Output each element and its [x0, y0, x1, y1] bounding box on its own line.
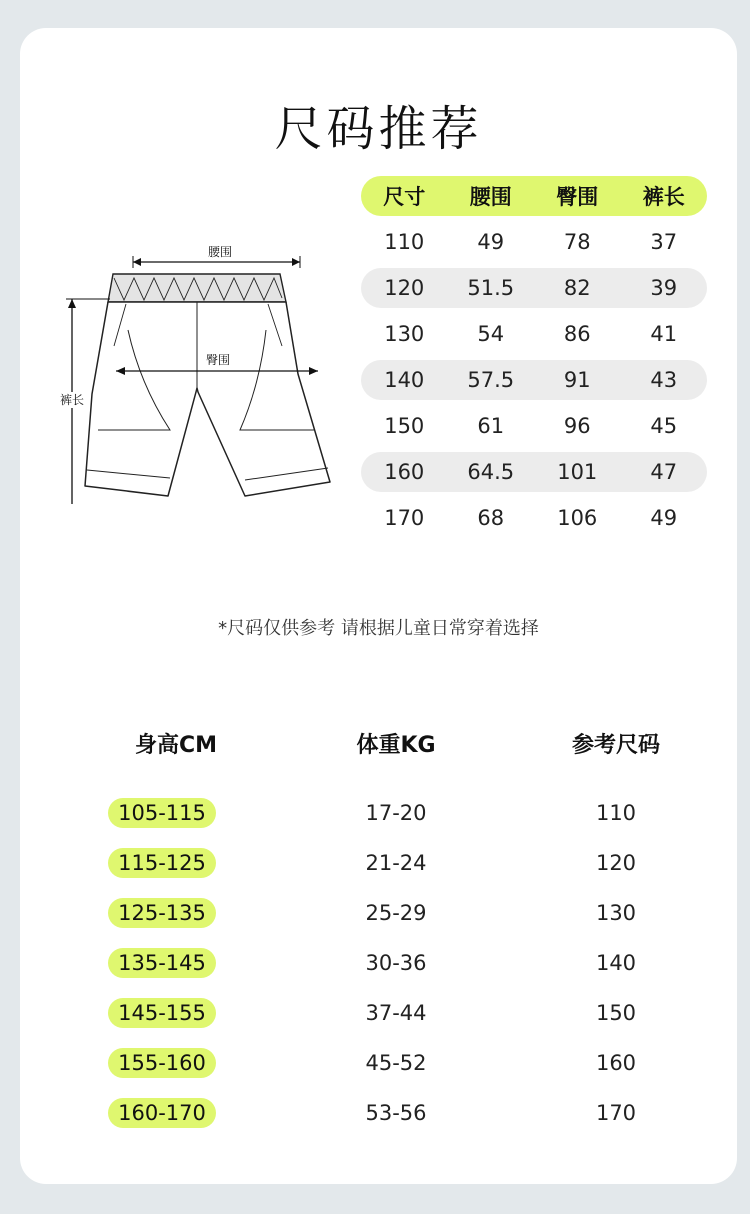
table-row [20, 1046, 737, 1096]
weight-value: 25-29 [365, 901, 427, 925]
size-table-header [361, 176, 707, 216]
cell-hip: 106 [557, 506, 598, 530]
cell-hip: 86 [563, 322, 591, 346]
weight-value: 21-24 [365, 851, 427, 875]
table-row [361, 452, 707, 492]
ref-size-value: 130 [595, 901, 637, 925]
table-row [361, 406, 707, 446]
header-waist: 腰围 [469, 185, 512, 209]
size-note: *尺码仅供参考 请根据儿童日常穿着选择 [218, 618, 539, 639]
header-ref-size: 参考尺码 [571, 733, 660, 758]
ref-size-value: 140 [595, 951, 637, 975]
size-card [20, 28, 737, 1184]
header-height: 身高CM [134, 733, 218, 758]
table-row [20, 996, 737, 1046]
header-weight: 体重KG [356, 733, 436, 758]
cell-hip: 78 [563, 230, 591, 254]
height-pill: 160-170 [108, 1098, 216, 1128]
shorts-diagram [30, 234, 360, 504]
cell-length: 47 [650, 460, 678, 484]
recommend-table [20, 796, 737, 1146]
cell-waist: 64.5 [467, 460, 515, 484]
length-label: 裤长 [59, 393, 85, 407]
ref-size-value: 170 [595, 1101, 637, 1125]
cell-length: 37 [650, 230, 678, 254]
ref-size-value: 110 [595, 801, 637, 825]
table-row [20, 796, 737, 846]
cell-hip: 96 [563, 414, 591, 438]
cell-size: 110 [384, 230, 425, 254]
table-row [20, 946, 737, 996]
cell-hip: 91 [563, 368, 591, 392]
header-size: 尺寸 [383, 185, 426, 209]
waistband-shape [108, 274, 286, 302]
ref-size-value: 160 [595, 1051, 637, 1075]
ref-size-value: 150 [595, 1001, 637, 1025]
cell-length: 49 [650, 506, 678, 530]
size-table [361, 176, 707, 538]
height-pill: 135-145 [108, 948, 216, 978]
cell-size: 130 [384, 322, 425, 346]
cell-size: 150 [384, 414, 425, 438]
table-row [20, 1096, 737, 1146]
shorts-outline [85, 302, 330, 496]
cell-length: 43 [650, 368, 678, 392]
cell-size: 160 [384, 460, 425, 484]
header-length: 裤长 [642, 185, 685, 209]
weight-value: 37-44 [365, 1001, 427, 1025]
table-row [361, 498, 707, 538]
cell-waist: 49 [477, 230, 505, 254]
weight-value: 53-56 [365, 1101, 427, 1125]
cell-waist: 61 [477, 414, 505, 438]
cell-length: 39 [650, 276, 678, 300]
height-pill: 115-125 [108, 848, 216, 878]
cell-waist: 68 [477, 506, 505, 530]
table-row [361, 268, 707, 308]
table-row [20, 846, 737, 896]
table-row [361, 360, 707, 400]
recommend-header [20, 728, 737, 762]
page-title: 尺码推荐 [274, 101, 483, 157]
header-hip: 臀围 [556, 185, 599, 209]
cell-size: 120 [384, 276, 425, 300]
cell-waist: 54 [477, 322, 505, 346]
height-pill: 125-135 [108, 898, 216, 928]
cell-waist: 57.5 [467, 368, 515, 392]
table-row [361, 222, 707, 262]
weight-value: 17-20 [365, 801, 427, 825]
height-pill: 105-115 [108, 798, 216, 828]
waist-label: 腰围 [207, 245, 233, 259]
cell-size: 170 [384, 506, 425, 530]
table-row [20, 896, 737, 946]
cell-waist: 51.5 [467, 276, 515, 300]
cell-size: 140 [384, 368, 425, 392]
height-pill: 145-155 [108, 998, 216, 1028]
ref-size-value: 120 [595, 851, 637, 875]
weight-value: 30-36 [365, 951, 427, 975]
hip-label: 臀围 [205, 353, 231, 367]
cell-hip: 101 [557, 460, 598, 484]
cell-length: 41 [650, 322, 678, 346]
table-row [361, 314, 707, 354]
cell-hip: 82 [563, 276, 591, 300]
weight-value: 45-52 [365, 1051, 427, 1075]
cell-length: 45 [650, 414, 678, 438]
height-pill: 155-160 [108, 1048, 216, 1078]
